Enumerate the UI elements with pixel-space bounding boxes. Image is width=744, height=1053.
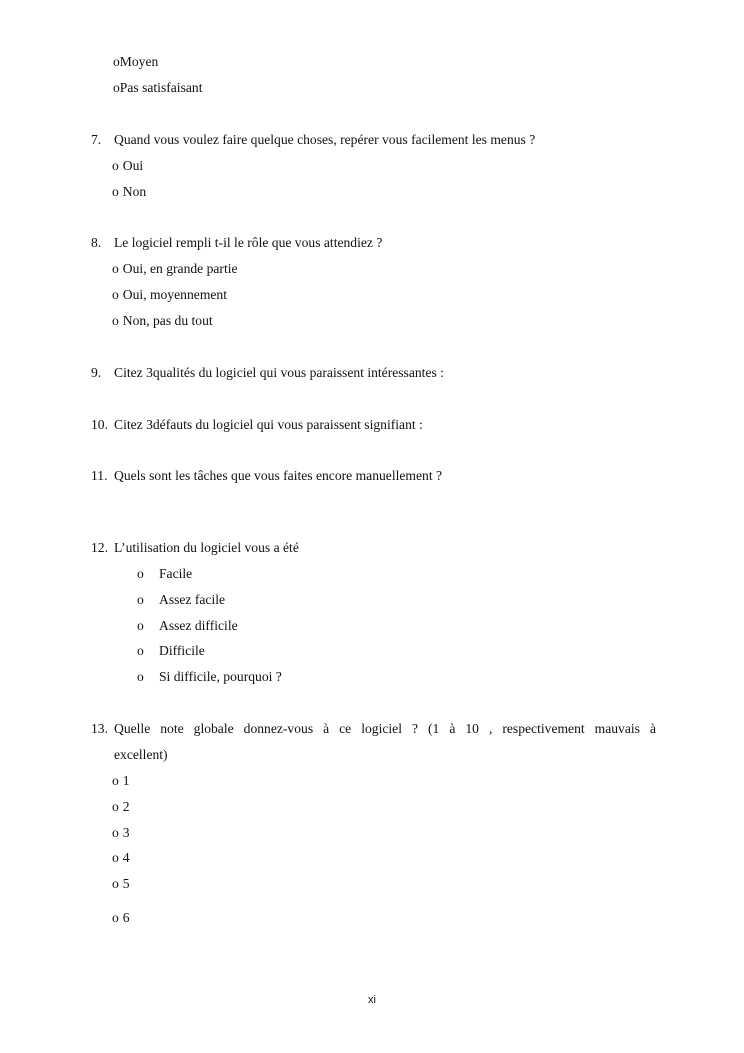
question-10-number: 10. bbox=[91, 417, 108, 432]
option-bullet: o bbox=[112, 876, 119, 891]
option-label: 3 bbox=[122, 825, 130, 840]
option-bullet: o bbox=[112, 825, 119, 840]
question-13-option-1 bbox=[112, 773, 130, 789]
question-13-option-3 bbox=[112, 825, 130, 841]
question-13-option-6 bbox=[112, 910, 130, 926]
option-label: Oui bbox=[122, 158, 144, 173]
question-13-text-line-1: Quelle note globale donnez-vous à ce logiciel ? (1 à 10 , respectivement mauvais à bbox=[114, 721, 656, 736]
question-13-option-2 bbox=[112, 799, 130, 815]
option-label: Pas satisfaisant bbox=[119, 80, 203, 95]
question-7-text: Quand vous voulez faire quelque choses, repérer vous facilement les menus ? bbox=[114, 132, 536, 147]
option-bullet: o bbox=[113, 54, 120, 69]
question-8-option-2 bbox=[112, 287, 227, 303]
question-8-option-1 bbox=[112, 261, 238, 277]
option-label: Oui, en grande partie bbox=[122, 261, 238, 276]
page-number: xi bbox=[368, 994, 376, 1006]
question-8-number: 8. bbox=[91, 235, 102, 250]
question-13-option-4 bbox=[112, 850, 130, 866]
question-13-option-5 bbox=[112, 876, 130, 892]
option-bullet: o bbox=[113, 80, 120, 95]
option-label: 1 bbox=[122, 773, 130, 788]
option-label: 5 bbox=[122, 876, 130, 891]
option-bullet: o bbox=[112, 910, 119, 925]
question-9-text: Citez 3qualités du logiciel qui vous paraissent intéressantes : bbox=[114, 365, 444, 380]
option-bullet: o bbox=[112, 158, 119, 173]
option-label: Non bbox=[122, 184, 147, 199]
option-bullet: o bbox=[112, 287, 119, 302]
option-bullet: o bbox=[112, 773, 119, 788]
option-label: Non, pas du tout bbox=[122, 313, 213, 328]
option-label: 4 bbox=[122, 850, 130, 865]
question-12-option-5 bbox=[137, 669, 282, 685]
question-7-option-oui bbox=[112, 158, 143, 174]
question-13-number: 13. bbox=[91, 721, 108, 736]
question-12-option-1 bbox=[137, 566, 192, 582]
option-bullet: o bbox=[112, 184, 119, 199]
option-pas-satisfaisant bbox=[113, 80, 202, 96]
option-label: Facile bbox=[159, 566, 193, 581]
option-bullet: o bbox=[137, 592, 144, 607]
option-label: 6 bbox=[122, 910, 130, 925]
question-12-option-3 bbox=[137, 618, 238, 634]
question-9-number: 9. bbox=[91, 365, 102, 380]
question-13-text-line-2: excellent) bbox=[114, 747, 168, 762]
question-8-text: Le logiciel rempli t-il le rôle que vous attendiez ? bbox=[114, 235, 383, 250]
option-label: Moyen bbox=[119, 54, 159, 69]
question-12-number: 12. bbox=[91, 540, 108, 555]
option-label: 2 bbox=[122, 799, 130, 814]
question-12-text: L’utilisation du logiciel vous a été bbox=[114, 540, 299, 555]
question-7-option-non bbox=[112, 184, 146, 200]
option-bullet: o bbox=[137, 643, 144, 658]
option-moyen bbox=[113, 54, 158, 70]
question-11-number: 11. bbox=[91, 468, 108, 483]
option-bullet: o bbox=[137, 618, 144, 633]
question-7-number: 7. bbox=[91, 132, 102, 147]
question-12-option-4 bbox=[137, 643, 205, 659]
option-label: Si difficile, pourquoi ? bbox=[159, 669, 282, 684]
question-12-option-2 bbox=[137, 592, 225, 608]
option-label: Assez facile bbox=[159, 592, 226, 607]
option-bullet: o bbox=[112, 261, 119, 276]
option-bullet: o bbox=[137, 669, 144, 684]
question-11-text: Quels sont les tâches que vous faites encore manuellement ? bbox=[114, 468, 443, 483]
option-label: Difficile bbox=[159, 643, 205, 658]
option-bullet: o bbox=[112, 313, 119, 328]
option-label: Oui, moyennement bbox=[122, 287, 227, 302]
option-label: Assez difficile bbox=[159, 618, 238, 633]
option-bullet: o bbox=[112, 799, 119, 814]
question-8-option-3 bbox=[112, 313, 213, 329]
question-10-text: Citez 3défauts du logiciel qui vous paraissent signifiant : bbox=[114, 417, 423, 432]
option-bullet: o bbox=[112, 850, 119, 865]
option-bullet: o bbox=[137, 566, 144, 581]
